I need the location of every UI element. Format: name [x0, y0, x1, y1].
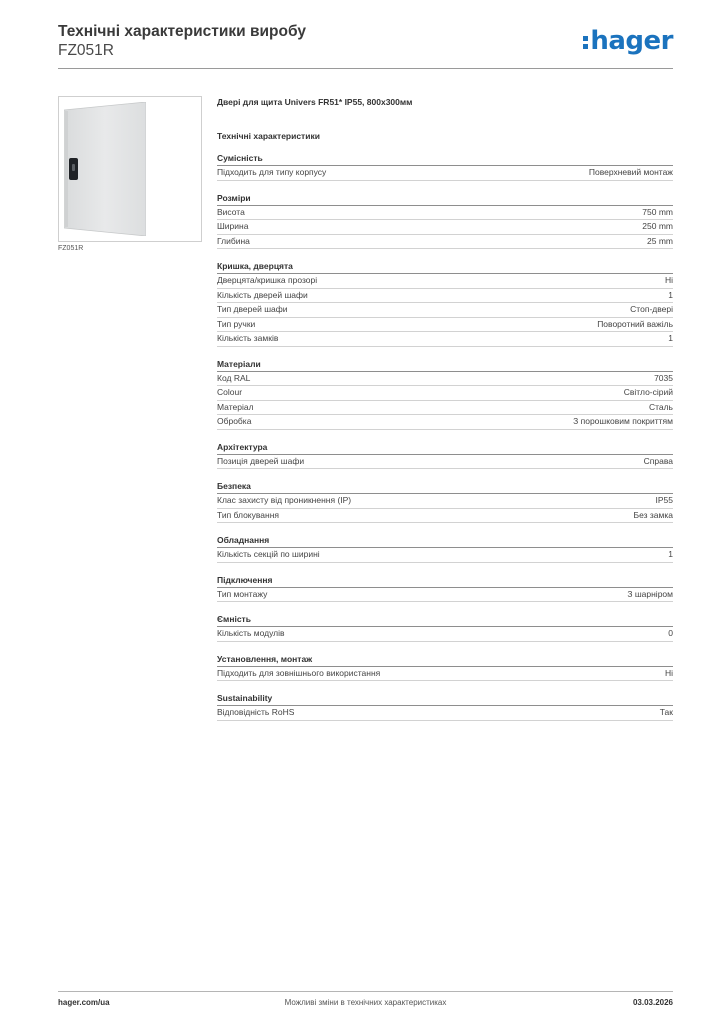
spec-group [217, 692, 673, 721]
spec-row [217, 386, 673, 401]
image-caption: FZ051R [58, 245, 84, 252]
spec-value: Ні [664, 667, 673, 678]
spec-value: 1 [668, 549, 673, 559]
spec-label: Глибина [217, 235, 250, 246]
spec-group [217, 152, 673, 181]
spec-row [217, 289, 673, 304]
spec-label: Кількість дверей шафи [217, 289, 308, 300]
spec-label: Позиція дверей шафи [217, 455, 305, 466]
spec-row [217, 332, 673, 347]
spec-row [217, 588, 673, 603]
header-divider [58, 68, 673, 69]
spec-label: Тип дверей шафи [217, 304, 288, 314]
logo-dots-icon [583, 36, 588, 49]
spec-group-title: Обладнання [217, 534, 673, 548]
spec-row [217, 455, 673, 470]
spec-value: 0 [668, 628, 673, 638]
spec-label: Код RAL [217, 372, 251, 383]
spec-group [217, 653, 673, 682]
spec-value: З порошковим покриттям [573, 416, 673, 426]
product-code: FZ051R [58, 42, 114, 59]
spec-value: Ні [664, 275, 673, 285]
spec-group [217, 480, 673, 523]
spec-content [217, 96, 673, 732]
hager-logo [583, 28, 673, 54]
spec-row [217, 415, 673, 430]
spec-row [217, 627, 673, 642]
spec-label: Матеріал [217, 401, 254, 412]
spec-group-title: Архітектура [217, 441, 673, 455]
spec-section-title: Технічні характеристики [217, 131, 320, 141]
spec-group-title: Установлення, монтаж [217, 653, 673, 667]
spec-label: Обробка [217, 416, 252, 426]
spec-value: 25 mm [647, 235, 673, 246]
spec-group [217, 574, 673, 603]
spec-row [217, 548, 673, 563]
spec-row [217, 274, 673, 289]
footer-divider [58, 991, 673, 992]
spec-row [217, 206, 673, 221]
spec-value: Поворотний важіль [597, 318, 673, 329]
spec-label: Кількість модулів [217, 628, 285, 638]
spec-row [217, 235, 673, 250]
logo-text: hager [590, 26, 673, 56]
page-title: Технічні характеристики виробу [58, 23, 306, 40]
spec-value: 7035 [654, 372, 673, 383]
spec-value: Без замка [633, 509, 673, 520]
spec-row [217, 318, 673, 333]
spec-value: 1 [668, 333, 673, 343]
footer-website: hager.com/ua [58, 998, 110, 1007]
spec-value: 250 mm [642, 221, 673, 231]
footer-disclaimer: Можливі зміни в технічних характеристиках [284, 998, 447, 1007]
spec-group-title: Безпека [217, 480, 673, 494]
spec-group-title: Сумісність [217, 152, 673, 166]
spec-group [217, 613, 673, 642]
spec-label: Підходить для зовнішнього використання [217, 667, 381, 678]
spec-groups [217, 152, 673, 721]
spec-group [217, 441, 673, 470]
spec-group [217, 192, 673, 250]
spec-row [217, 494, 673, 509]
spec-group-title: Sustainability [217, 692, 673, 706]
spec-value: З шарніром [627, 588, 673, 599]
spec-row [217, 372, 673, 387]
spec-row [217, 509, 673, 524]
spec-label: Підходить для типу корпусу [217, 167, 327, 177]
spec-group [217, 260, 673, 347]
spec-value: 750 mm [642, 206, 673, 217]
spec-value: Поверхневий монтаж [588, 167, 673, 177]
spec-label: Colour [217, 387, 243, 397]
spec-label: Кількість замків [217, 333, 279, 343]
spec-row [217, 220, 673, 235]
spec-label: Дверцята/кришка прозорі [217, 275, 318, 285]
spec-group-title: Кришка, дверцята [217, 260, 673, 274]
spec-group-title: Ємність [217, 613, 673, 627]
spec-group [217, 534, 673, 563]
page-header [58, 22, 673, 70]
spec-label: Клас захисту від проникнення (IP) [217, 495, 352, 505]
product-image [58, 96, 202, 242]
cabinet-door-image [64, 102, 146, 236]
spec-group-title: Матеріали [217, 358, 673, 372]
spec-value: 1 [668, 289, 673, 300]
spec-value: Сталь [648, 401, 673, 412]
spec-label: Тип блокування [217, 509, 280, 520]
spec-value: Світло-сірий [623, 387, 673, 397]
footer-date: 03.03.2026 [632, 998, 673, 1007]
spec-row [217, 401, 673, 416]
product-name: Двері для щита Univers FR51* IP55, 800x300мм [217, 97, 413, 107]
spec-label: Тип монтажу [217, 588, 268, 599]
spec-row [217, 706, 673, 721]
spec-group [217, 358, 673, 430]
spec-value: Справа [643, 455, 673, 466]
spec-label: Тип ручки [217, 318, 256, 329]
spec-row [217, 667, 673, 682]
spec-row [217, 303, 673, 318]
spec-label: Висота [217, 206, 245, 217]
spec-label: Кількість секцій по ширині [217, 549, 320, 559]
spec-group-title: Підключення [217, 574, 673, 588]
spec-group-title: Розміри [217, 192, 673, 206]
spec-value: IP55 [655, 495, 673, 505]
spec-value: Стоп-двері [630, 304, 673, 314]
spec-row [217, 166, 673, 181]
spec-label: Ширина [217, 221, 249, 231]
spec-label: Відповідність RoHS [217, 707, 295, 717]
spec-value: Так [659, 707, 673, 717]
